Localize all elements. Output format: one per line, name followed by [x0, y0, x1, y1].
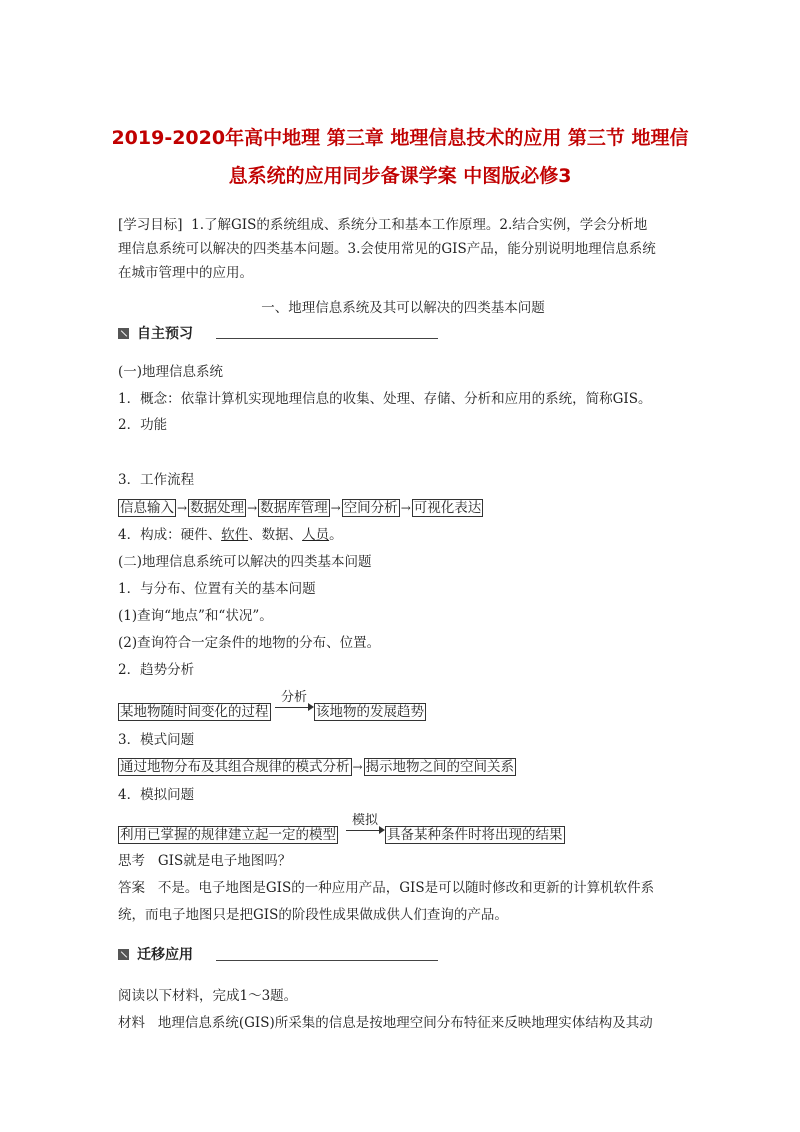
problem-4-title: 4．模拟问题 — [118, 787, 195, 803]
section-title: 自主预习 — [137, 326, 193, 342]
answer-line-2: 统，而电子地图只是把GIS的阶段性成果做成供人们查询的产品。 — [118, 907, 508, 923]
trend-left-box — [118, 701, 271, 723]
problem-1b: (2)查询符合一定条件的地物的分布、位置。 — [118, 635, 381, 651]
section-title: 迁移应用 — [137, 947, 193, 963]
composition-prefix: 4．构成：硬件、 — [118, 527, 222, 543]
material-body: 地理信息系统(GIS)所采集的信息是按地理空间分布特征来反映地理实体结构及其动 — [157, 1015, 653, 1031]
simulation-arrow-label: 模拟 — [352, 813, 379, 828]
problem-1a: (1)查询“地点”和“状况”。 — [118, 608, 273, 624]
document-title-line-1: 2019-2020年高中地理 第三章 地理信息技术的应用 第三节 地理信 — [111, 127, 689, 149]
arrow-right-icon: → — [352, 760, 363, 774]
workflow-step: 数据处理 — [190, 500, 245, 516]
subsection-1-heading: (一)地理信息系统 — [118, 364, 224, 380]
reading-instruction: 阅读以下材料，完成1～3题。 — [118, 988, 298, 1004]
think-label: 思考 — [118, 853, 145, 869]
answer-line-1: 不是。电子地图是GIS的一种应用产品，GIS是可以随时修改和更新的计算机软件系 — [157, 880, 655, 896]
problem-1-title: 1．与分布、位置有关的基本问题 — [118, 581, 316, 597]
section-header-preview — [118, 323, 193, 343]
trend-left-text: 某地物随时间变化的过程 — [120, 704, 269, 720]
arrow-right-icon: → — [177, 501, 188, 515]
objectives-line-2: 理信息系统可以解决的四类基本问题。3.会使用常见的GIS产品，能分别说明地理信息系统 — [118, 241, 656, 257]
concept-text: 1．概念：依靠计算机实现地理信息的收集、处理、存储、分析和应用的系统，简称GIS。 — [118, 391, 652, 407]
simulation-right-text: 具备某种条件时将出现的结果 — [387, 827, 563, 843]
composition-end: 。 — [329, 527, 343, 543]
workflow-step: 可视化表达 — [413, 500, 482, 516]
objectives-label: [学习目标] — [118, 217, 183, 233]
pattern-right-text: 揭示地物之间的空间关系 — [365, 759, 515, 775]
simulation-right-box — [385, 824, 565, 846]
composition-blank-software: 软件 — [221, 527, 249, 543]
document-title-line-2: 息系统的应用同步备课学案 中图版必修3 — [228, 165, 572, 187]
section-marker-icon — [118, 949, 129, 960]
think-text: GIS就是电子地图吗？ — [157, 853, 292, 869]
arrow-right-icon — [275, 707, 312, 708]
answer-label: 答案 — [118, 880, 145, 896]
pattern-left-text: 通过地物分布及其组合规律的模式分析 — [120, 759, 350, 775]
pattern-flow — [118, 756, 516, 778]
arrow-right-icon: → — [330, 501, 341, 515]
material-text — [118, 1011, 693, 1035]
composition-mid: 、数据、 — [248, 527, 303, 543]
composition-blank-personnel: 人员 — [302, 527, 330, 543]
workflow-flow — [118, 497, 483, 519]
material-label: 材料 — [118, 1015, 145, 1031]
section-marker-icon — [118, 328, 129, 339]
objectives-line-3: 在城市管理中的应用。 — [118, 265, 253, 281]
section-header-apply — [118, 944, 193, 964]
subsection-2-heading: (二)地理信息系统可以解决的四类基本问题 — [118, 554, 372, 570]
problem-2-title: 2．趋势分析 — [118, 662, 195, 678]
objectives-line-1: 1.了解GIS的系统组成、系统分工和基本工作原理。2.结合实例，学会分析地 — [191, 217, 648, 233]
simulation-left-box — [118, 824, 338, 846]
workflow-label: 3．工作流程 — [118, 472, 195, 488]
composition-text — [118, 523, 688, 547]
problem-3-title: 3．模式问题 — [118, 732, 195, 748]
trend-right-box — [314, 701, 426, 723]
arrow-right-icon: → — [400, 501, 411, 515]
learning-objectives — [118, 213, 688, 285]
trend-right-text: 该地物的发展趋势 — [316, 704, 424, 720]
section-underline — [216, 338, 438, 339]
section-underline — [216, 960, 438, 961]
part-heading: 一、地理信息系统及其可以解决的四类基本问题 — [261, 300, 545, 316]
think-question — [118, 849, 688, 873]
function-text: 2．功能 — [118, 417, 168, 433]
trend-arrow-label: 分析 — [281, 690, 308, 705]
arrow-right-icon — [346, 830, 383, 831]
arrow-right-icon: → — [247, 501, 258, 515]
simulation-left-text: 利用已掌握的规律建立起一定的模型 — [120, 827, 336, 843]
workflow-step: 空间分析 — [343, 500, 398, 516]
workflow-step: 数据库管理 — [260, 500, 328, 516]
workflow-step: 信息输入 — [120, 500, 174, 516]
answer-block — [118, 876, 693, 927]
